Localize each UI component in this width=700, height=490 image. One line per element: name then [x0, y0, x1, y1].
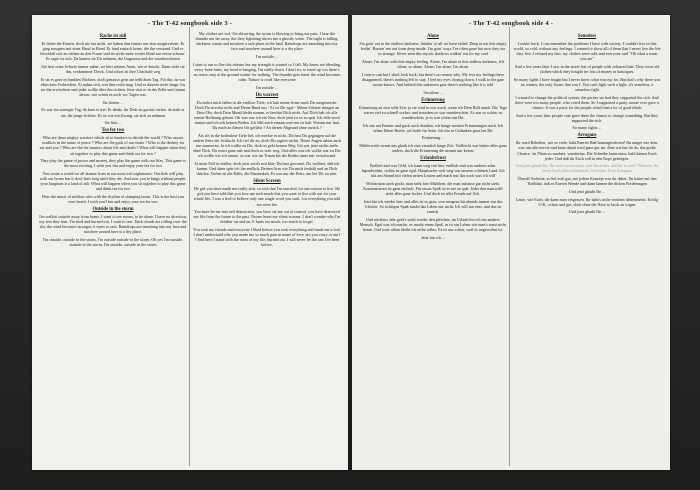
verse: Sie hörten ... — [102, 99, 124, 105]
songbook-page-side-3 — [32, 15, 348, 470]
song-title: Alone — [427, 34, 439, 39]
song-arrogans — [513, 133, 661, 214]
verse: I'm goin' out in the endless darkness, thinkin' of all we have failed. Deep in me this empty feelin'. Burnin' me out from deep inside. I'm goin' ways I've often gone but now they are so strange. Never seen this mystic shadows walkin' out for my soul — [359, 41, 507, 57]
song-title: Silent Screem — [253, 179, 281, 185]
song-title: Rache ist süß — [99, 34, 127, 39]
verse: Als ich in die bodenlose Tiefe fiel, ich merkte es nicht. Du hast Du gegangen auf die andern Seite der Schlucht. Ich rief dir zu, doch Du sagtest nichts. Deine Augen sahen auch nur stumm an. Ja ich wollte zu Dir, doch es geht keinen Weg. Ich war jetzt nichts mehr ohne Dich. Du warst ganz nah und doch so weit weg. Und alles was ich wollte war zu Dir, ich wollte wie ich rannte, es war wie im Traum bis der Boden unter mir verschwand. — [193, 132, 341, 159]
page-title: - The T-42 songbook side 4 - — [468, 20, 554, 27]
verse: I'm alone ... — [423, 89, 443, 95]
verse: Leute, wie Euch, die kann man vergessen. Ihr habt's nicht verdient daheizmeint. Erfolg O.K., schön und gut, doch ohne die Nase so hoch zu tragen — [515, 196, 659, 207]
verse: Ich sitz am Fenster und guck nach draußen, ich hänge meinen Erinnerungen nach. Ich sehne Deine Briefe, ich hoffe für Seite. Ich bin in Gedanken ganz bei Dir — [362, 122, 504, 133]
verse: I wanted to change the political system, the parties we had they supported the rich. And there were too many people, who voted them. So I supported a party, noone ever gave a chance. It was a party for the people which had a lot of good ideals — [515, 94, 659, 110]
column-left — [39, 31, 187, 466]
verse: Mittlerweile trennt uns glaub ich eine ziemlich lange Zeit. Vielleicht war bisher alles ganz anders, doch die Erinnerung die nimmt mir keiner — [359, 142, 507, 154]
verse: Er tat es gern in dunklen Nächten, doch genauso gern am hellichten Tag. Für ihn, da war eben kein Verbrechen. Er nahm sich, wer ihm recht mag. Und es dauerte nicht lange, bis sie ihn erwischten und jeder wollte über ihn richten. Jetzt sitzt er in der Zelle und träumt davon, wie schön es noch vor Tagen war. — [40, 76, 186, 98]
verse: Jetzt bin ich wieder hier und alles ist so grau, von morgens bis abends immer nur das Gleiche. So richtigen Spaß macht das Leben nur nicht. Ich will nur eins, und das ist zurück. — [363, 198, 503, 215]
page-title: - The T-42 songbook side 3 - — [147, 20, 233, 27]
verse: I'm outside ... — [255, 53, 279, 59]
song-erinnerung — [359, 98, 507, 154]
verse: I'm outside, outside in the storm, I'm outside outside in the storm. Oh yes I'm outside, outside in the storm, I'm outside, outside in the storm — [43, 237, 183, 248]
verse: My clothes are wet, I'm shivering, the storm is blowing to bring me pain. I hear the thunder not far away, the fiery lightning shows me a ghostly scene. The night is falling, darkness comes and nowhere a safe place in the land. Raindrops are smashing into my face and nowhere around here is a dry place — [195, 31, 339, 52]
song-title: Urlaubsfrust — [420, 156, 446, 162]
verse: Und nächstes Jahr geht's wohl wieder den gleichen, im Urlaub bin ich ein anderer Mensch. Egal was ich mache, es macht einen Spaß, es ist ein Leben wie man's sonst nicht kennt. Und trotz allem bleibt ich nicht selber. Es ist nur schön, weil es ungewohnt ist. — [359, 216, 507, 232]
song-tea-for-two — [39, 128, 187, 204]
verse: I start to run to flee this inferno but my strength is wasted so I fall. My knees are bleeding, every bone hurts, my head is banging, I'm really down. I don't try to stand up 'cos there's no sense, stay at the ground waitin' for nothing. The thunder gets faster the wind becomes calm. Nature is cruel like everyone — [193, 61, 341, 82]
verse: Du siehst mich fallen in die endlose Tiefe, ich hab meine Arme nach Dir ausgestreckt. Doch Du streckst nicht mal Deine Hand aus - Es ist Dir egal - Meine Schreie dringen an Dein Ohr, doch Dein Mund bleibt stumm, er berührt Dich nicht. Auf Dich hab ich alle meine Hoffnung gebaut. Ob was war ich ein Narr, doch jetzt ist es zu spät. Ich falle noch immer und ich seh keinen Boden. Ich fühl mich einsam und mir ist kalt. Warum nur hast Du mich an diesen Ort geführt ? An diesen Abgrund ohne zurück ? — [194, 99, 340, 131]
verse: Und jetzt glaubt Ihr, Ihr seid was besseres, und Ihr nichts. daß Ihr es seid ? Mensch, Ihr treten Euch allen erbärmlich, Ich Sauer: Eure Arroganz — [515, 163, 659, 174]
song-urlaubsfrust — [359, 156, 507, 240]
song-title: Erinnerung — [421, 97, 445, 103]
verse: You have let me into self destruction, you have set me out of control, you have destroyed my life from the future to the past. Noone hears my silent scream. I don't wonder why I'm drinkin' on and on. It hurts too much, too much to forget. — [193, 209, 341, 225]
song-title: Arrogans — [577, 133, 597, 139]
song-outside-in-the-storm — [39, 207, 187, 247]
song-alone — [359, 34, 507, 95]
verse: They play the game of power and money, they play the game with our lifes. This game is the most exciting. I wish you fun and enjoy your tea for two — [40, 158, 186, 169]
verse: Wohin man auch guckt, man sieht hier Mädchen, die man zuhause gar nicht sieht. Konzentrieren ist ganz einfach. Für etwas Spaß ist es nie zu spät. Jeder den man trifft sieht alles ganz locker. Und doch ist aller Freude auf Zeit. — [363, 181, 503, 197]
verse: Ihr ward Rebellen, wie so viele, habt Eueren Haß hinausgeschrien! Ihr ranget wie dem, was uns alle nervte und kann damit wird ganz gut im. Aber wir hat ihr da, das große Chance, 'ne Platte zu machen, wunderbar. Die Schreibe kann rauss, bald kannst Euch jeder. Und daß ihr Euch voll in den Kopf gestiegen. — [515, 140, 659, 161]
verse: Und jetzt glaubt Ihr ... — [568, 188, 606, 194]
verse: Erinnerung ... — [421, 135, 445, 141]
column-divider — [509, 27, 510, 466]
verse: Jetzt bin ich ... — [421, 234, 445, 240]
column-divider — [189, 27, 190, 466]
verse: Hear the music of million cries with the rhythm of stamping boots. This is the best you ever heard. I wish you'l fun and enjoy your tea for two — [41, 194, 185, 205]
verse: You create a world we all dreamt from in our most evil nightmares. Our kids will play with our bones but it don't lasts long until they die. And now you're kings without people, your kingdom is a land of ash. What will happen when you sit together to play this game and drink tea for two — [39, 171, 187, 192]
song-rache-ist-suss — [39, 34, 187, 125]
verse: And a few years later people vote gave them the chance to change something. But they supported the rich. — [515, 112, 659, 123]
verse: Lookin' back, I can remember the problems I have with society. I couldn't live in this world, so cold, without any feelings. I wanted to show all of them that I never live the life they live. I refused my hair, my clothes were odd, and everyone said "Oh what a scum you are" — [513, 41, 661, 62]
column-left — [359, 31, 507, 466]
verse: Erinnerung an eine tolle Zeit, ja sie wird in mir wach, wenn ich Dein Bild anseh. Die Tage waren viel zu schnell vorbei, und trotzdem so war wunderschön. Es war so schön, so wunderschön, ja es war schön mit Dir. — [359, 104, 507, 120]
verse: He girl you have made me really sick, so sick that I'm searchin' for one reason to live. He girl you have told that you love me such much that you want to live with me for your whole life. I was a fool to believe only one single word you said, 'cos everything you told me were lies — [193, 186, 341, 207]
song-title: Outside in the storm — [92, 207, 134, 213]
song-silent-screem — [193, 179, 341, 247]
verse: So many fights I have fought but I never knew what was my for. But that's why there was no winner, the only looser that was I. You can't fight such a fight, it's senseless, a senseless fight — [513, 76, 661, 92]
song-title: Senseless — [577, 34, 597, 39]
verse: So many fights ... — [572, 125, 602, 131]
verse: Sie hört seine Schreie immer näher, sie hört seinem Atem, wie er keucht. Dann sieht sie ihn, verdammter Dreck. Und schon ist ihre Unschuld weg — [41, 63, 185, 75]
verse: Und jetzt glaubt Ihr ... — [568, 209, 606, 215]
verse: I'm walkin' outside away from home. I want to see noone, to be alone. I have no direction, my feet they hurt. I'm tired and burned out, I want to rest. Dark clouds are rolling over the sky, the wind becomes stronger, it starts to rain. Raindrops are smashing into my face and nowhere around here is a dry place. — [39, 214, 187, 235]
verse: You took my friends and everyone I liked before you took everything and made me a fool. I don't understand why you made me so much pain in name of love, are you crazy or am I ? And here I stand with the ruins of my life, burned out. I will never be the one I've been before. — [193, 227, 341, 248]
verse: Endlich mal was Geld, ich kann weg von hier, endlich mal was anderes sehn. Irgendwohin, wohin ist ganz egal. Hauptsache weit weg von unsrem schönen Land. Ich sitz am Strand mit vielen netten Leuten und mach mir das noch was ich will — [361, 163, 505, 179]
songbook-page-side-4 — [352, 15, 670, 470]
song-senseless — [513, 34, 661, 130]
verse: Sie hört ... — [104, 120, 122, 126]
verse: Ja mein Fall ist endlos, doch jetzt wird's mir klar: Du hast gewartet, Du wolltest, daß ich komm. Und dann spür ich ihn endlich, Deinen Arm wie Du mich festhält und an Dich drückst. Vorbei ist die Kälte, die Einsamkeit. Es war nur der Preis, um bei Dir zu sein. — [194, 160, 340, 177]
song-title: Du warzest — [255, 92, 279, 98]
column-right — [513, 31, 661, 466]
column-right — [193, 31, 341, 466]
verse: Überall Auftritte, es lief echt gut, auf jedem Konzept war ihr dabei. Ihr hattet auf den Titelblatt, daß es Eueren Wende und dann kamen die dicken Forderungen — [517, 176, 657, 187]
verse: And a few years later I saw in the street lots of people with coloured hair. They wear old clothes which they bought for lots of money in boutiques. — [514, 63, 660, 75]
verse: Alone, I'm alone with this empty feeling. Alone, I'm alone in this endless darkness, left alone, so alone. Alone, I'm alone, I'm alone — [361, 58, 505, 69]
verse: I start to run but I don't look back, but there's no reason why. My fear my feelings have disappeared, there's nothing left to stay. I feel my eyes closing down, I walk to the gate noone knows. And behind this unknown gate there's nothing like it is told — [361, 71, 505, 87]
song-outside-in-the-storm-continued — [193, 31, 341, 90]
verse: Who are these mighty warriors which sit in bunkers to decide the world ? Who causes conflicts in the name of peace ? Who are the gods of our times ? Who is the destiny for me and you ? Who are the the masters about life and death ? What will happen when they sit together to play this game and drink tea for two ? — [39, 135, 187, 156]
verse: Es war ein sonniger Tag, da kam er frei. Er denkt, für Dich ist garnits verber. da sieht er sie, die junge Schöne. Es ist wie ein Zwang, sie sich zu nehmen — [41, 107, 185, 118]
song-title: Tea for two — [101, 128, 125, 134]
verse: I'm outside ... — [255, 84, 279, 90]
verse: Er liebte die Frauen, doch nie fan nicht, sie haben ihm immer nur eins ausgerechnet. Er ging morgens mit einer Hand in Hand. Er fand einfach keine, die ihn verstand. Und er beschloß sich zu rächen an den Fraun' und sie nicht mehr weiter blind nur etwas schaun'. Er ragte zu sich. Da kannst sie Dir nehmen, die Ungnunst und die wunderschönen — [40, 41, 186, 62]
song-du-warzest — [193, 93, 341, 177]
